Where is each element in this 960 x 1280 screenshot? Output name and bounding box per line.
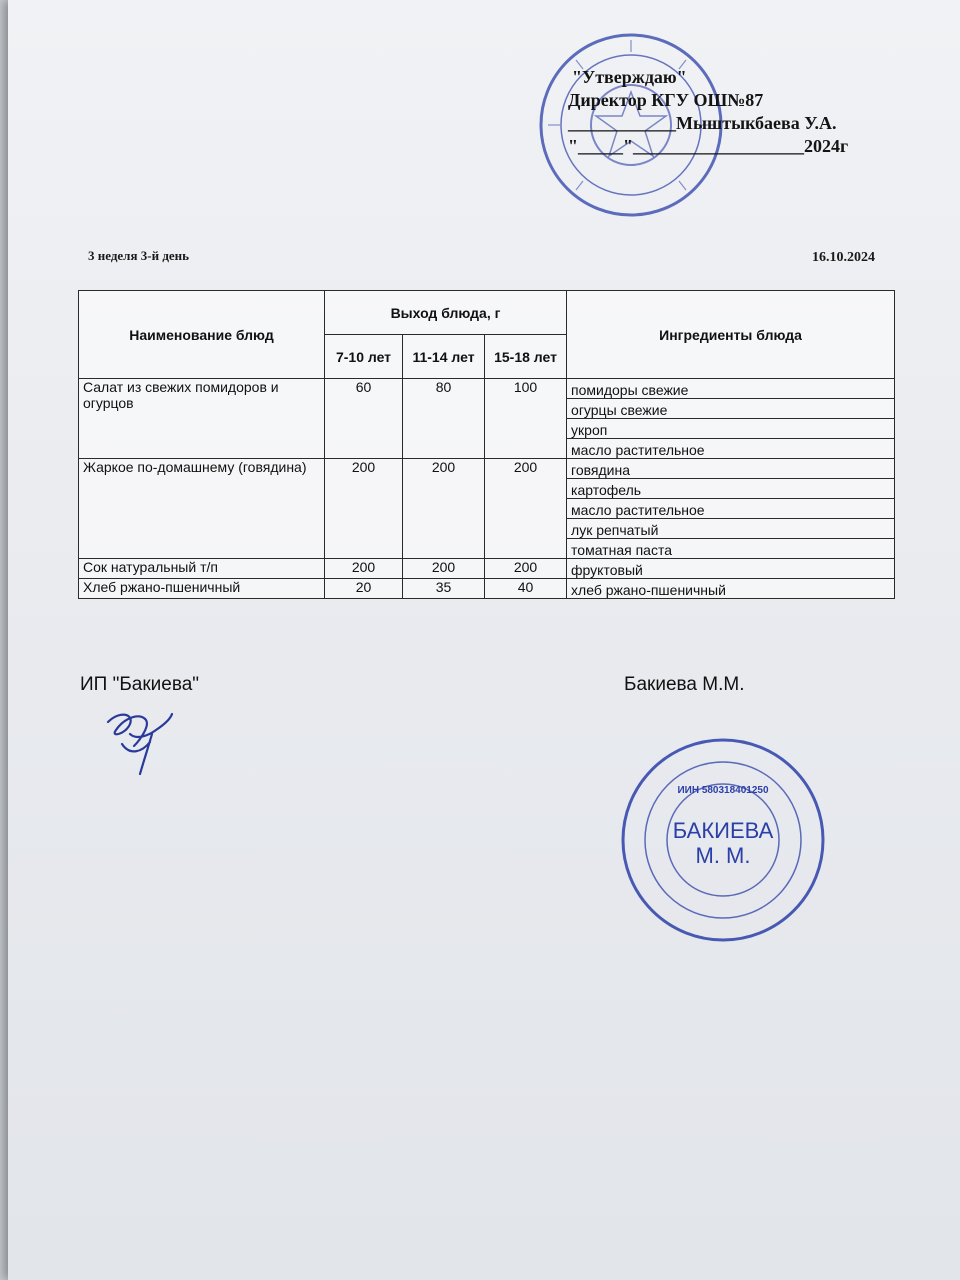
yield-11-14: 200 [403,559,485,579]
column-header-age-15-18: 15-18 лет [485,335,567,379]
yield-11-14: 35 [403,579,485,599]
menu-date: 16.10.2024 [812,250,875,265]
ingredient: лук репчатый [567,519,895,539]
yield-11-14: 200 [403,459,485,559]
dish-name: Сок натуральный т/п [79,559,325,579]
ingredient: помидоры свежие [567,379,895,399]
week-day-label: 3 неделя 3-й день [88,248,190,263]
table-header-row [79,291,895,335]
ingredient: масло растительное [567,499,895,519]
ingredient: масло растительное [567,439,895,459]
ingredient: фруктовый [567,559,895,579]
approval-block [568,66,848,158]
ingredient: огурцы свежие [567,399,895,419]
signature-icon [100,700,180,780]
yield-7-10: 200 [325,559,403,579]
seal-name-line2: М. М. [695,843,751,868]
dish-name: Салат из свежих помидоров и огурцов [79,379,325,459]
approval-line-3: ____________Мыштыкбаева У.А. [568,113,837,133]
table-row [79,579,895,599]
document-page [8,0,960,1280]
approval-line-4: "_____"___________________2024г [568,136,849,156]
yield-15-18: 200 [485,459,567,559]
dish-name: Хлеб ржано-пшеничный [79,579,325,599]
company-seal-icon [618,735,828,945]
approval-line-2: Директор КГУ ОШ№87 [568,90,764,110]
ingredient: хлеб ржано-пшеничный [567,579,895,599]
dish-name: Жаркое по-домашнему (говядина) [79,459,325,559]
menu-table [78,290,895,599]
yield-7-10: 200 [325,459,403,559]
yield-7-10: 60 [325,379,403,459]
yield-15-18: 40 [485,579,567,599]
yield-15-18: 200 [485,559,567,579]
responsible-person: Бакиева М.М. [624,674,745,695]
column-header-age-7-10: 7-10 лет [325,335,403,379]
yield-15-18: 100 [485,379,567,459]
column-header-dish: Наименование блюд [79,291,325,379]
column-header-yield: Выход блюда, г [325,291,567,335]
table-row [79,379,895,399]
company-name: ИП "Бакиева" [80,674,200,695]
ingredient: укроп [567,419,895,439]
approval-line-1: "Утверждаю" [572,67,687,87]
ingredient: томатная паста [567,539,895,559]
yield-7-10: 20 [325,579,403,599]
seal-iin: ИИН 580318401250 [677,785,769,796]
column-header-ingredients: Ингредиенты блюда [567,291,895,379]
ingredient: говядина [567,459,895,479]
table-row [79,559,895,579]
ingredient: картофель [567,479,895,499]
column-header-age-11-14: 11-14 лет [403,335,485,379]
yield-11-14: 80 [403,379,485,459]
seal-name-line1: БАКИЕВА [672,818,774,843]
table-row [79,459,895,479]
